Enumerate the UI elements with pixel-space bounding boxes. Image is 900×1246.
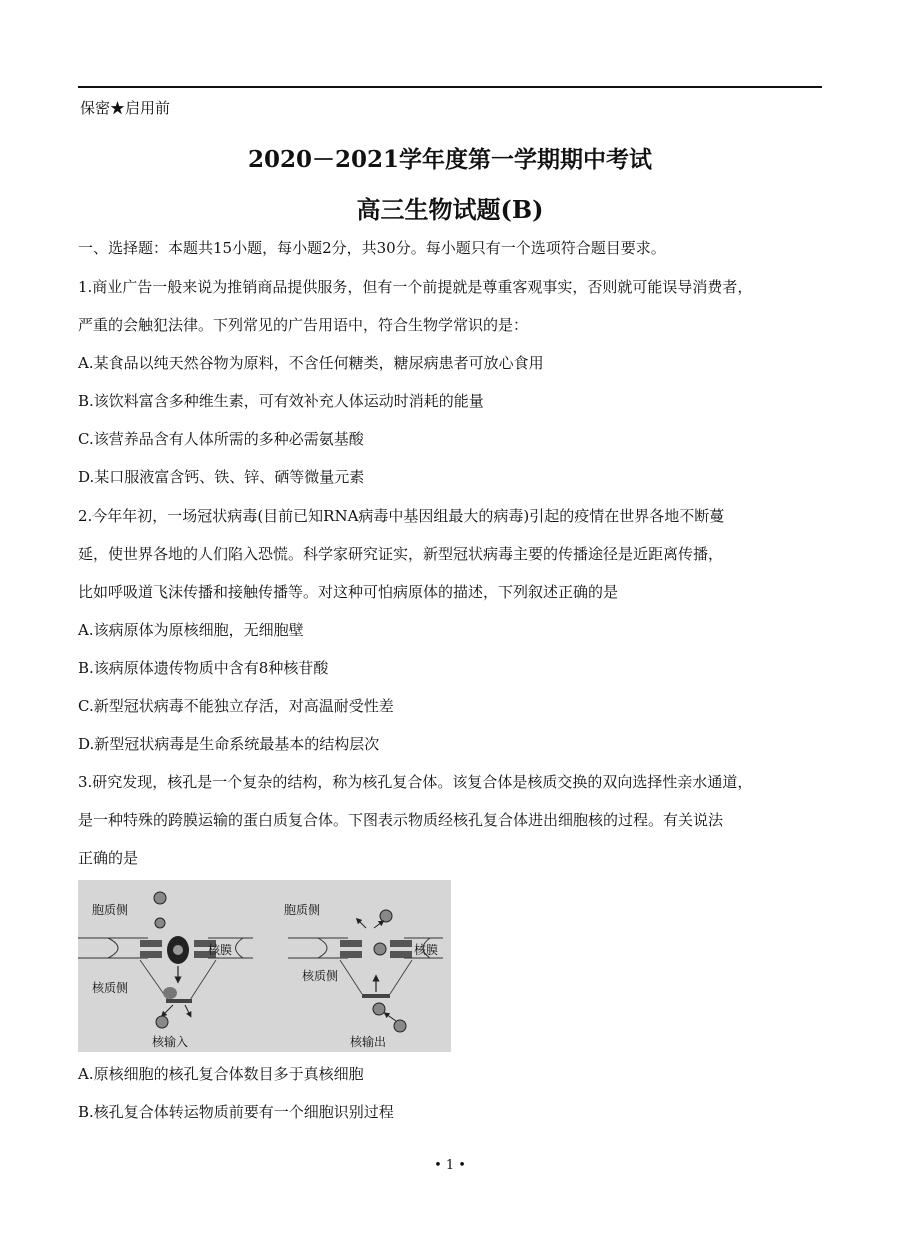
cargo-circle [394,1020,406,1032]
cargo-circle [156,1016,168,1028]
pore-protein [390,951,412,958]
import-membrane-label: 核膜 [208,943,233,957]
export-nucleoplasm-label: 核质侧 [302,969,339,983]
cargo-circle [155,918,165,928]
q3-stem-line1: 3.研究发现，核孔是一个复杂的结构，称为核孔复合体。该复合体是核质交换的双向选择性亲水通道， [78,773,753,791]
cargo-circle [163,987,177,999]
import-cytoplasm-label: 胞质侧 [92,903,129,917]
pore-protein [390,940,412,947]
export-caption: 核输出 [350,1035,387,1049]
pore-protein [340,951,362,958]
page-number: • 1 • [434,1158,466,1173]
pore-protein [140,940,162,947]
q2-option-d: D.新型冠状病毒是生命系统最基本的结构层次 [78,735,380,753]
q1-option-d: D.某口服液富含钙、铁、锌、硒等微量元素 [78,468,365,486]
top-rule [78,86,822,88]
export-cytoplasm-label: 胞质侧 [284,903,321,917]
q2-stem-line1: 2.今年年初，一场冠状病毒(目前已知RNA病毒中基因组最大的病毒)引起的疫情在世界各地不断蔓 [78,507,725,525]
q1-stem-line2: 严重的会触犯法律。下列常见的广告用语中，符合生物学常识的是： [78,316,529,334]
q2-option-c: C.新型冠状病毒不能独立存活，对高温耐受性差 [78,697,394,715]
q3-option-a: A.原核细胞的核孔复合体数目多于真核细胞 [78,1065,364,1083]
q1-stem-line1: 1.商业广告一般来说为推销商品提供服务，但有一个前提就是尊重客观事实，否则就可能误导消费者， [78,278,753,296]
q3-stem-line2: 是一种特殊的跨膜运输的蛋白质复合体。下图表示物质经核孔复合体进出细胞核的过程。有关说法 [78,811,724,829]
import-nucleoplasm-label: 核质侧 [92,981,129,995]
export-membrane-label: 核膜 [414,943,439,957]
q3-stem-line3: 正确的是 [78,849,139,867]
cargo-circle [380,910,392,922]
q1-option-c: C.该营养品含有人体所需的多种必需氨基酸 [78,430,364,448]
pore-protein [140,951,162,958]
cargo-circle [173,945,183,955]
exam-title: 2020－2021学年度第一学期期中考试 [247,146,653,173]
q1-option-a: A.某食品以纯天然谷物为原料，不含任何糖类，糖尿病患者可放心食用 [78,354,544,372]
exam-subtitle: 高三生物试题(B) [356,195,544,224]
q2-stem-line3: 比如呼吸道飞沫传播和接触传播等。对这种可怕病原体的描述，下列叙述正确的是 [78,583,619,601]
q1-option-b: B.该饮料富含多种维生素，可有效补充人体运动时消耗的能量 [78,392,484,410]
confidential-label: 保密★启用前 [80,99,171,117]
q3-option-b: B.核孔复合体转运物质前要有一个细胞识别过程 [78,1103,394,1121]
q2-option-b: B.该病原体遗传物质中含有8种核苷酸 [78,659,329,677]
pore-basket [166,999,192,1003]
nuclear-pore-figure [78,880,451,1052]
q2-option-a: A.该病原体为原核细胞，无细胞壁 [78,621,304,639]
cargo-circle [154,892,166,904]
cargo-circle [373,1003,385,1015]
section-heading: 一、选择题：本题共15小题，每小题2分，共30分。每小题只有一个选项符合题目要求。 [78,239,666,257]
pore-basket [362,994,390,998]
pore-protein [340,940,362,947]
cargo-circle [374,943,386,955]
q2-stem-line2: 延，使世界各地的人们陷入恐慌。科学家研究证实，新型冠状病毒主要的传播途径是近距离传播， [78,545,724,563]
import-caption: 核输入 [152,1035,189,1049]
